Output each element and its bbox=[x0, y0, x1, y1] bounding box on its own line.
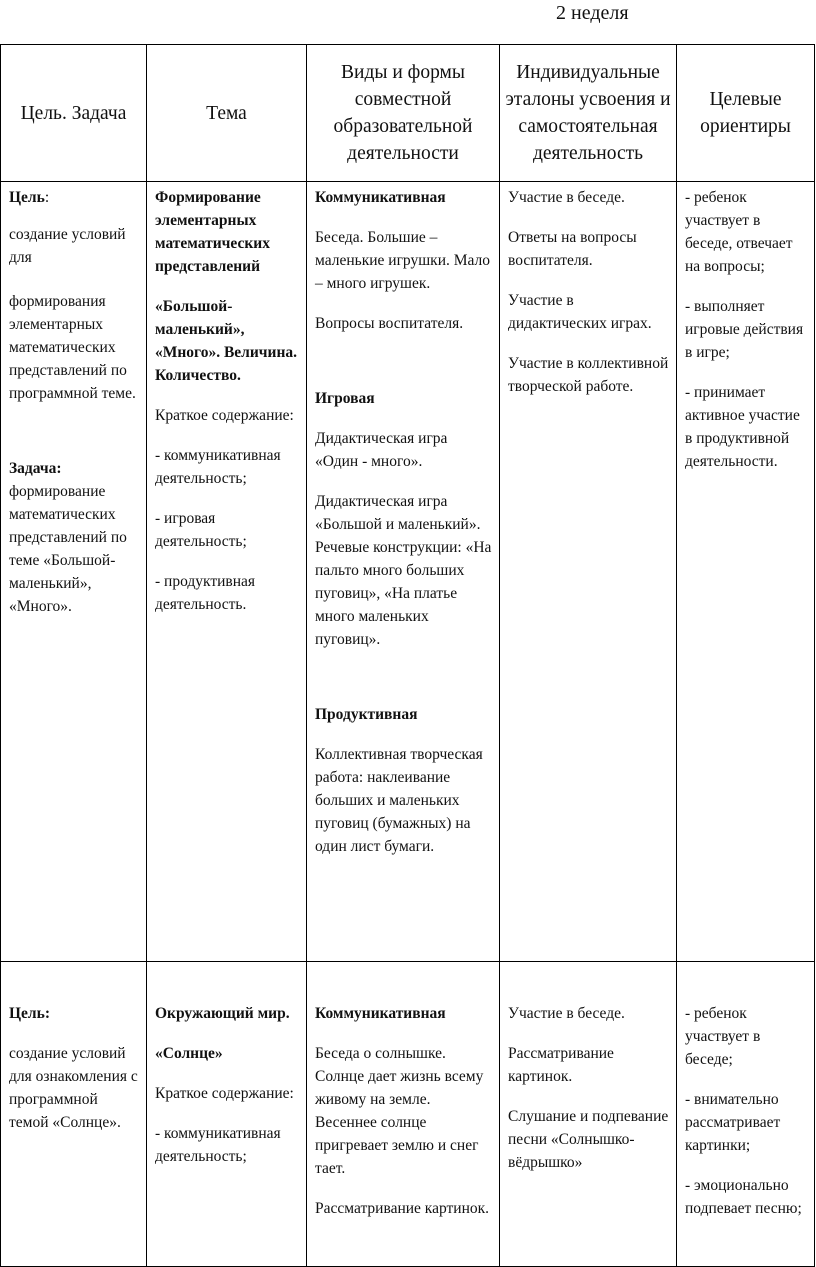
activity-text: Беседа о солнышке. Солнце дает жизнь всему живому на земле. Весеннее солнце пригревает землю и снег тает. bbox=[315, 1045, 484, 1177]
goal-cell bbox=[1, 962, 147, 1267]
target-item: - внимательно рассматривает картинки; bbox=[685, 1091, 781, 1154]
activity-text: Дидактическая игра «Один - много». bbox=[315, 430, 448, 470]
theme-item: - игровая деятельность; bbox=[155, 510, 247, 550]
table-row bbox=[1, 182, 815, 962]
activity-text: Рассматривание картинок. bbox=[315, 1200, 490, 1217]
individual-item: Рассматривание картинок. bbox=[508, 1045, 614, 1085]
theme-cell bbox=[147, 182, 307, 962]
theme-subtitle: «Солнце» bbox=[155, 1045, 223, 1062]
activity-text: Вопросы воспитателя. bbox=[315, 315, 464, 332]
summary-label: Краткое содержание: bbox=[155, 1085, 294, 1102]
activities-cell bbox=[307, 962, 500, 1267]
goal-label: Цель: bbox=[9, 1005, 50, 1022]
lesson-plan-table bbox=[0, 44, 815, 1267]
header-individual: Индивидуальные эталоны усвоения и самостоятельная деятельность bbox=[500, 45, 677, 182]
individual-item: Слушание и подпевание песни «Солнышко-вёдрышко» bbox=[508, 1108, 669, 1171]
communicative-label: Коммуникативная bbox=[315, 189, 446, 206]
communicative-label: Коммуникативная bbox=[315, 1005, 446, 1022]
individual-item: Участие в дидактических играх. bbox=[508, 292, 652, 332]
target-item: - принимает активное участие в продуктивной деятельности. bbox=[685, 384, 800, 470]
goal-text-continued: формирования элементарных математических представлений по программной теме. bbox=[9, 293, 136, 402]
activity-text: Беседа. Большие – маленькие игрушки. Мало – много игрушек. bbox=[315, 229, 491, 292]
activity-text: Дидактическая игра «Большой и маленький». Речевые конструкции: «На пальто много больших пуговиц», «На платье много маленьких пуговиц». bbox=[315, 493, 492, 648]
individual-item: Участие в беседе. bbox=[508, 1005, 625, 1022]
theme-title: Формирование элементарных математических представлений bbox=[155, 189, 270, 275]
header-targets: Целевые ориентиры bbox=[677, 45, 815, 182]
summary-label: Краткое содержание: bbox=[155, 407, 294, 424]
table-row bbox=[1, 962, 815, 1267]
target-item: - эмоционально подпевает песню; bbox=[685, 1177, 802, 1217]
theme-cell bbox=[147, 962, 307, 1267]
goal-text: создание условий для bbox=[9, 226, 126, 266]
week-label: 2 неделя bbox=[556, 2, 629, 24]
theme-title: Окружающий мир. bbox=[155, 1005, 290, 1022]
task-text: формирование математических представлений по теме «Большой-маленький», «Много». bbox=[9, 483, 127, 615]
header-goal: Цель. Задача bbox=[1, 45, 147, 182]
individual-cell bbox=[500, 182, 677, 962]
theme-subtitle: «Большой-маленький», «Много». Величина. Количество. bbox=[155, 298, 298, 384]
individual-item: Участие в беседе. bbox=[508, 189, 625, 206]
goal-text: создание условий для ознакомления с программной темой «Солнце». bbox=[9, 1045, 138, 1131]
individual-cell bbox=[500, 962, 677, 1267]
theme-item: - продуктивная деятельность. bbox=[155, 573, 256, 613]
theme-item: - коммуникативная деятельность; bbox=[155, 1125, 281, 1165]
goal-cell: Цель: создание условий для формирования элементарных математических представлений по программной теме. Задача: формирование математических представлений по теме «Большой-маленький», «Много». bbox=[1, 182, 147, 962]
target-item: - выполняет игровые действия в игре; bbox=[685, 298, 804, 361]
game-label: Игровая bbox=[315, 390, 375, 407]
individual-item: Участие в коллективной творческой работе. bbox=[508, 355, 669, 395]
activities-cell bbox=[307, 182, 500, 962]
table-header-row bbox=[1, 45, 815, 182]
header-theme: Тема bbox=[147, 45, 307, 182]
targets-cell bbox=[677, 962, 815, 1267]
individual-item: Ответы на вопросы воспитателя. bbox=[508, 229, 637, 269]
activity-text: Коллективная творческая работа: наклеивание больших и маленьких пуговиц (бумажных) на один лист бумаги. bbox=[315, 746, 483, 855]
target-item: - ребенок участвует в беседе, отвечает на вопросы; bbox=[685, 189, 793, 275]
theme-item: - коммуникативная деятельность; bbox=[155, 447, 281, 487]
targets-cell bbox=[677, 182, 815, 962]
task-label: Задача: bbox=[9, 460, 62, 477]
productive-label: Продуктивная bbox=[315, 706, 418, 723]
target-item: - ребенок участвует в беседе; bbox=[685, 1005, 761, 1068]
header-activities: Виды и формы совместной образовательной деятельности bbox=[307, 45, 500, 182]
goal-label: Цель bbox=[9, 189, 45, 206]
